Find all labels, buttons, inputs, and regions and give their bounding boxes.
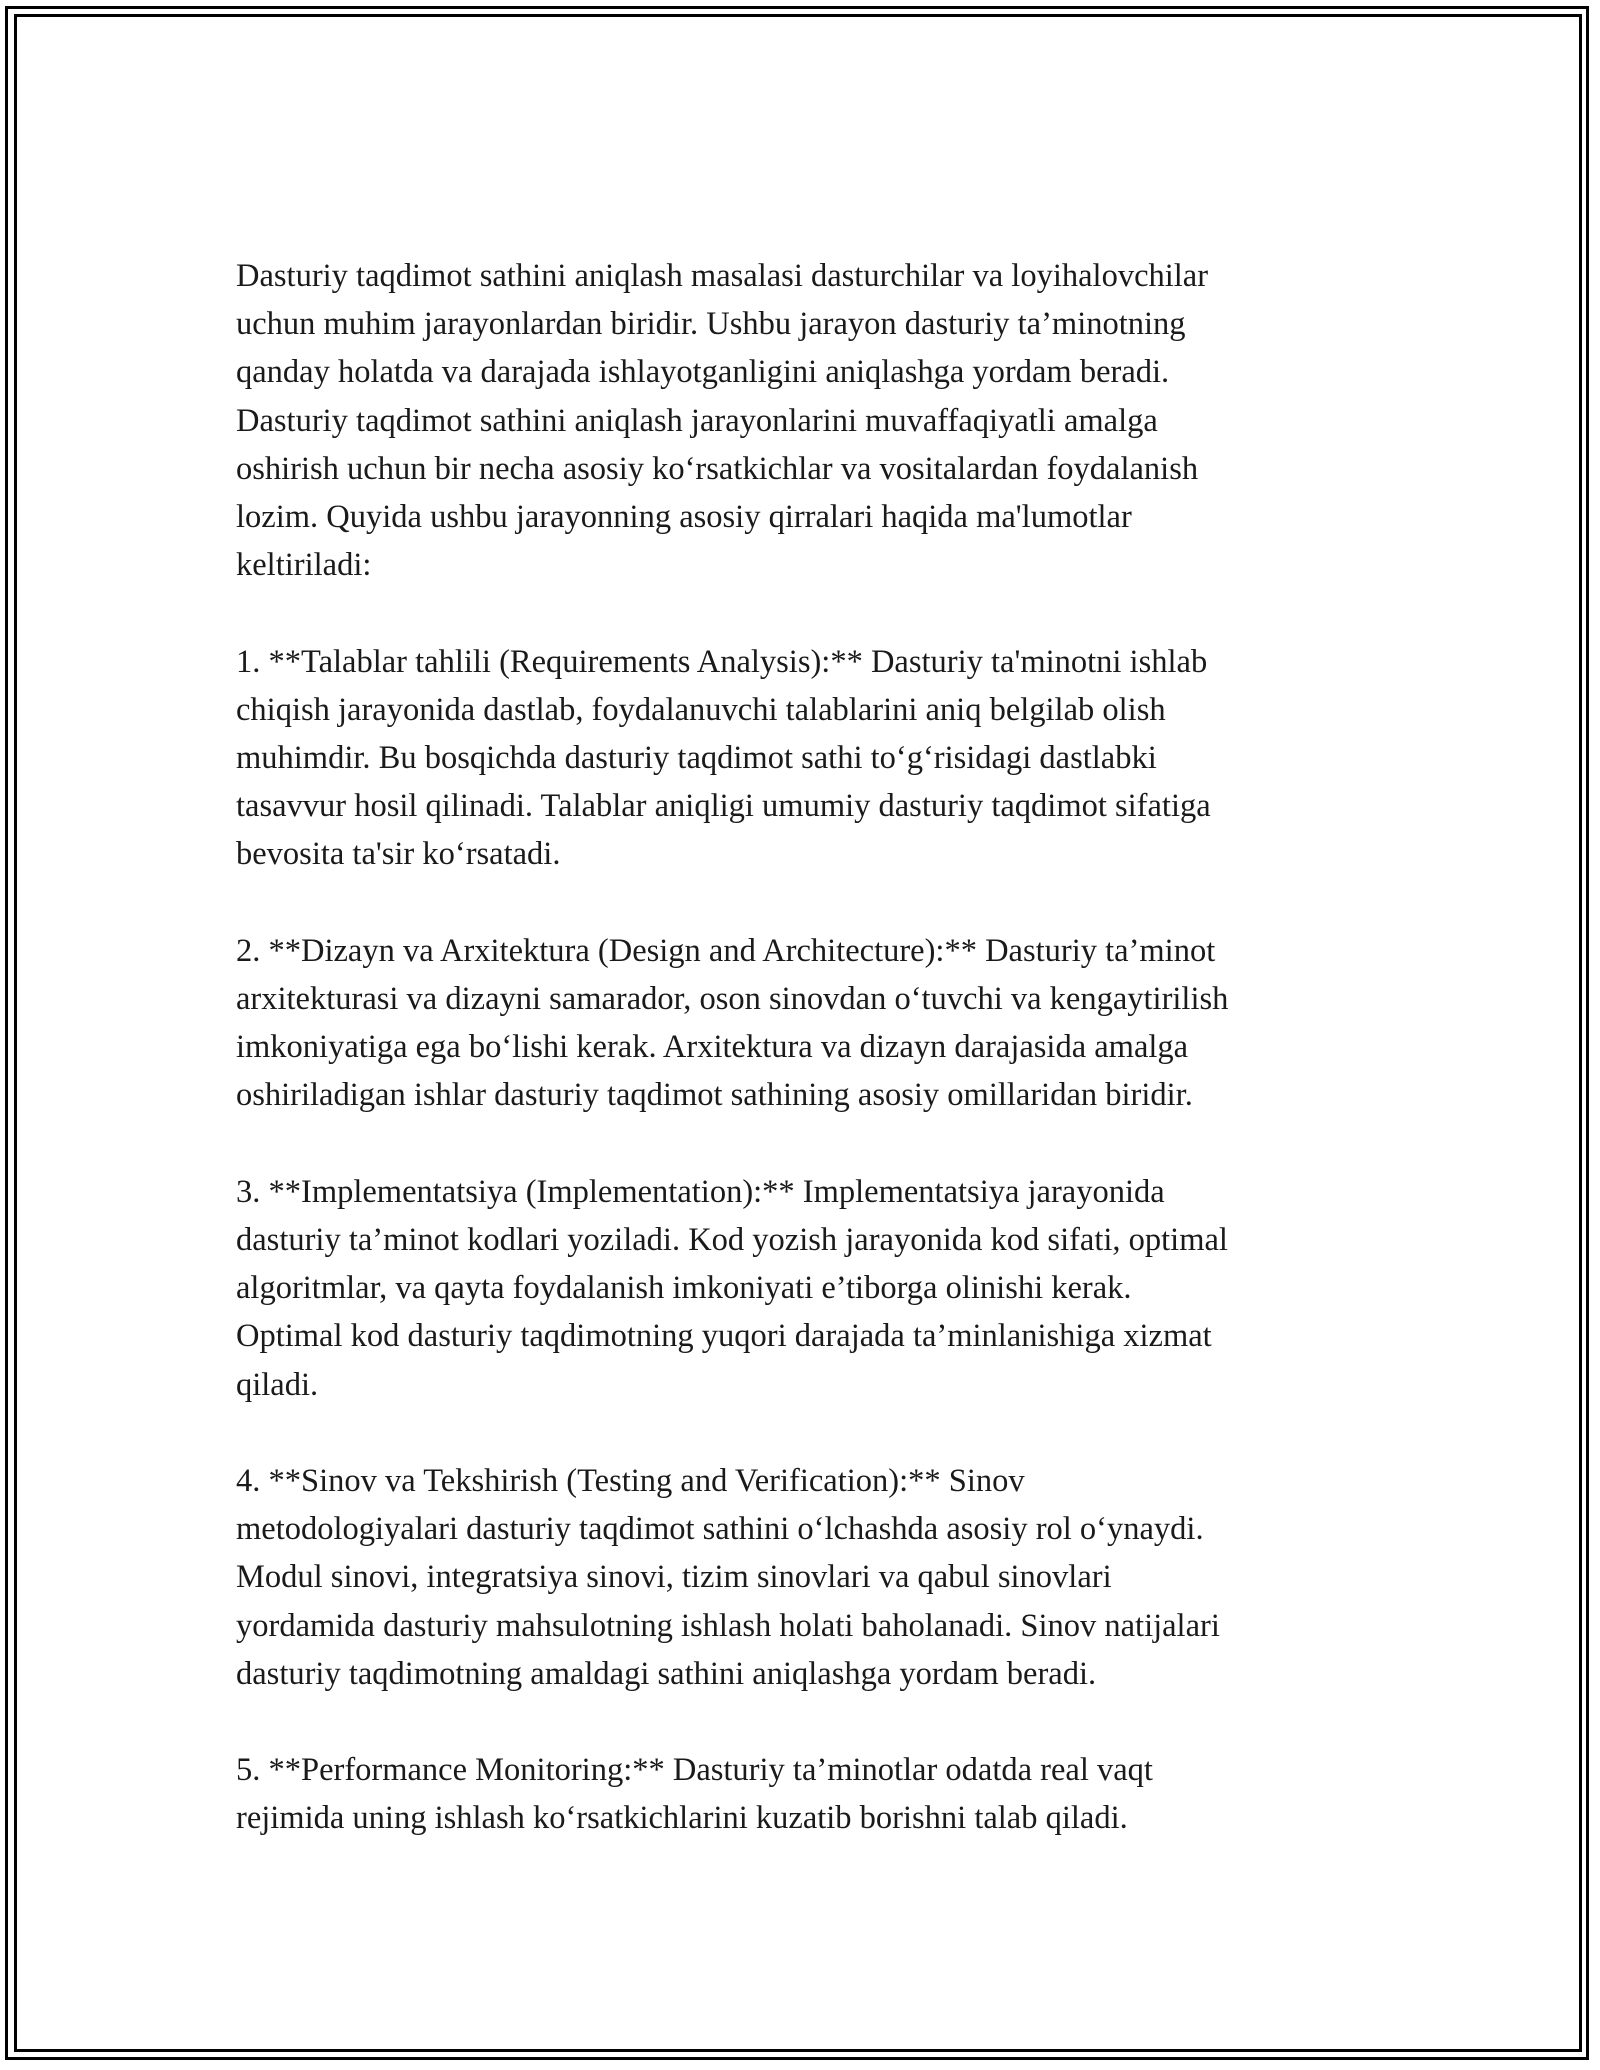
list-item-design xyxy=(236,927,1376,1120)
text-line: Dasturiy taqdimot sathini aniqlash jarayonlarini muvaffaqiyatli amalga xyxy=(236,402,1158,439)
text-line: algoritmlar, va qayta foydalanish imkoniyati e’tiborga olinishi kerak. xyxy=(236,1270,1132,1307)
text-line: imkoniyatiga ega boʻlishi kerak. Arxitektura va dizayn darajasida amalga xyxy=(236,1029,1189,1066)
text-line: dasturiy taqdimotning amaldagi sathini aniqlashga yordam beradi. xyxy=(236,1655,1097,1692)
text-line: lozim. Quyida ushbu jarayonning asosiy qirralari haqida ma'lumotlar xyxy=(236,499,1132,536)
text-line: 4. **Sinov va Tekshirish (Testing and Verification):** Sinov xyxy=(236,1463,1025,1500)
text-line: tasavvur hosil qilinadi. Talablar aniqligi umumiy dasturiy taqdimot sifatiga xyxy=(236,788,1211,825)
text-line: 1. **Talablar tahlili (Requirements Analysis):** Dasturiy ta'minotni ishlab xyxy=(236,643,1208,680)
text-line: arxitekturasi va dizayni samarador, oson sinovdan oʻtuvchi va kengaytirilish xyxy=(236,981,1229,1018)
text-line: 5. **Performance Monitoring:** Dasturiy ta’minotlar odatda real vaqt xyxy=(236,1752,1153,1789)
text-line: Dasturiy taqdimot sathini aniqlash masalasi dasturchilar va loyihalovchilar xyxy=(236,258,1209,294)
text-line: keltiriladi: xyxy=(236,547,372,584)
text-line: rejimida uning ishlash koʻrsatkichlarini kuzatib borishni talab qiladi. xyxy=(236,1800,1128,1837)
text-line: 3. **Implementatsiya (Implementation):** Implementatsiya jarayonida xyxy=(236,1173,1165,1210)
text-line: chiqish jarayonida dastlab, foydalanuvchi talablarini aniq belgilab olish xyxy=(236,691,1166,728)
text-line: oshiriladigan ishlar dasturiy taqdimot sathining asosiy omillaridan biridir. xyxy=(236,1077,1193,1114)
text-line: qanday holatda va darajada ishlayotganligini aniqlashga yordam beradi. xyxy=(236,354,1170,391)
intro-paragraph xyxy=(236,252,1376,589)
list-item-implementation xyxy=(236,1168,1376,1409)
text-line: uchun muhim jarayonlardan biridir. Ushbu jarayon dasturiy ta’minotning xyxy=(236,306,1186,343)
text-line: bevosita ta'sir koʻrsatadi. xyxy=(236,836,561,873)
text-line: 2. **Dizayn va Arxitektura (Design and Architecture):** Dasturiy ta’minot xyxy=(236,932,1216,969)
text-line: qiladi. xyxy=(236,1366,319,1403)
list-item-performance xyxy=(236,1746,1376,1842)
text-line: Optimal kod dasturiy taqdimotning yuqori darajada ta’minlanishiga xizmat xyxy=(236,1318,1212,1355)
document-body xyxy=(236,252,1376,1891)
text-line: oshirish uchun bir necha asosiy koʻrsatkichlar va vositalardan foydalanish xyxy=(236,450,1199,487)
list-item-testing xyxy=(236,1457,1376,1698)
text-line: muhimdir. Bu bosqichda dasturiy taqdimot sathi toʻgʻrisidagi dastlabki xyxy=(236,740,1157,777)
text-line: metodologiyalari dasturiy taqdimot sathini oʻlchashda asosiy rol oʻynaydi. xyxy=(236,1511,1204,1548)
text-line: Modul sinovi, integratsiya sinovi, tizim sinovlari va qabul sinovlari xyxy=(236,1559,1112,1596)
list-item-requirements xyxy=(236,638,1376,879)
text-line: dasturiy ta’minot kodlari yoziladi. Kod yozish jarayonida kod sifati, optimal xyxy=(236,1222,1228,1259)
text-line: yordamida dasturiy mahsulotning ishlash holati baholanadi. Sinov natijalari xyxy=(236,1607,1220,1644)
